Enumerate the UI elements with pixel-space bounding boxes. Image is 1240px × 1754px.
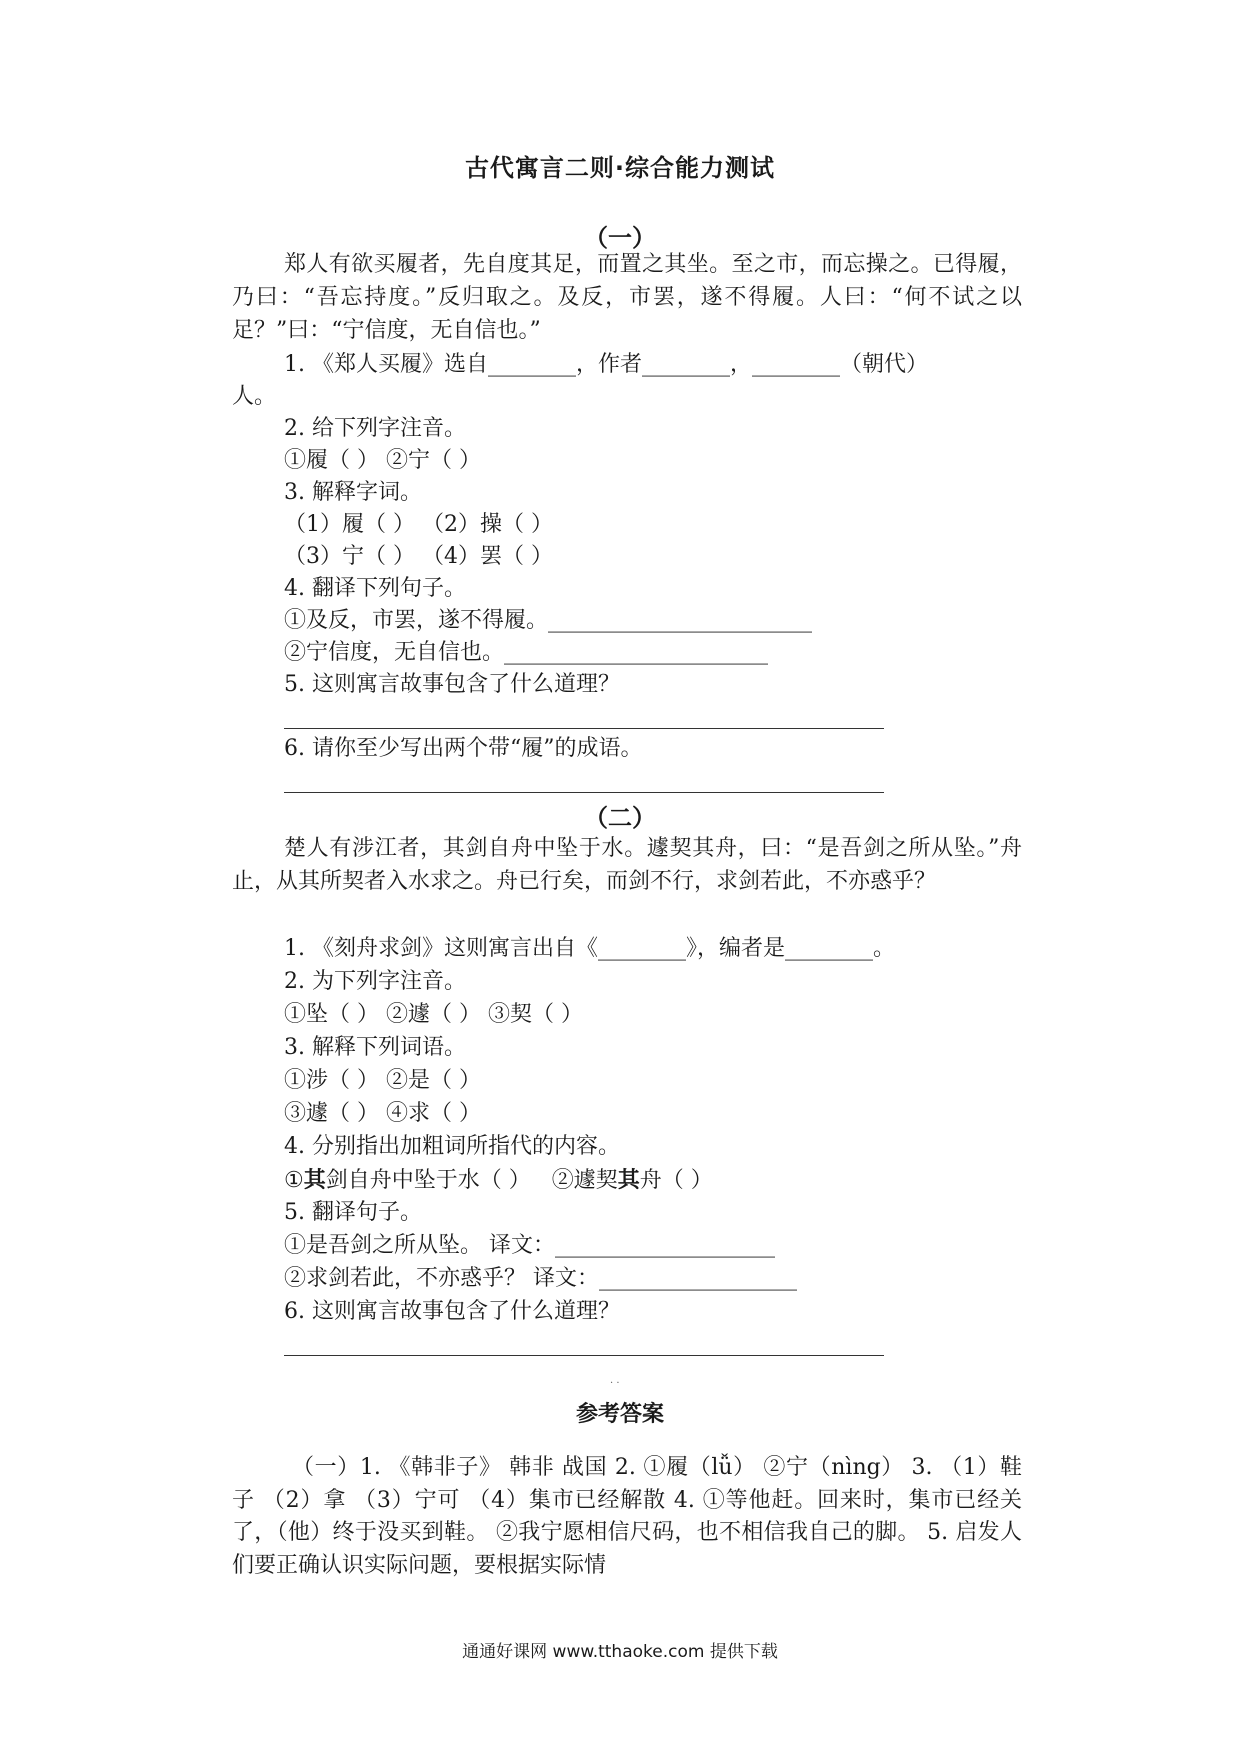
question-1-4-a: ①及反，市罢，遂不得履。________________________	[284, 608, 813, 633]
question-1-3-row1: （1）履（ ） （2）操（ ）	[284, 512, 553, 537]
question-1-6: 6. 请你至少写出两个带“履”的成语。	[284, 736, 643, 761]
question-2-4: 4. 分别指出加粗词所指代的内容。	[284, 1134, 620, 1159]
question-1-3: 3. 解释字词。	[284, 480, 422, 505]
question-1-2-items: ①履（ ） ②宁（ ）	[284, 448, 481, 473]
question-1-5: 5. 这则寓言故事包含了什么道理？	[284, 672, 620, 697]
question-2-3-row1: ①涉（ ） ②是（ ）	[284, 1068, 481, 1093]
question-2-1: 1. 《刻舟求剑》这则寓言出自《________》，编者是________。	[284, 936, 895, 961]
bold-pronoun: 其	[617, 1167, 640, 1193]
question-2-5-a: ①是吾剑之所从坠。 译文：____________________	[284, 1233, 775, 1258]
answer-line	[284, 792, 884, 793]
question-2-3-row2: ③遽（ ） ④求（ ）	[284, 1101, 481, 1126]
question-1-1: 1. 《郑人买履》选自________，作者________，________（朝代）	[284, 352, 928, 377]
answers-title: 参考答案	[575, 1402, 664, 1427]
item-marker: ①	[284, 1168, 304, 1193]
item-text: 剑自舟中坠于水（ ）	[325, 1168, 531, 1193]
section-heading-2: （二）	[584, 804, 656, 832]
question-1-3-row2: （3）宁（ ） （4）罢（ ）	[284, 544, 553, 569]
question-2-6: 6. 这则寓言故事包含了什么道理？	[284, 1299, 620, 1324]
question-1-4-b: ②宁信度，无自信也。________________________	[284, 640, 769, 665]
item-text: 舟（ ）	[639, 1168, 713, 1193]
passage-1: 郑人有欲买履者，先自度其足，而置之其坐。至之市，而忘操之。已得履，乃曰：“吾忘持度。”反归取之。及反，市罢，遂不得履。人曰：“何不试之以足？”曰：“宁信度，无自信也。”	[232, 252, 1022, 343]
page-title: 古代寓言二则·综合能力测试	[464, 154, 776, 182]
scan-speck: · ·	[610, 1378, 620, 1389]
question-1-2: 2. 给下列字注音。	[284, 416, 466, 441]
bold-pronoun: 其	[303, 1167, 326, 1193]
question-2-4-items	[284, 1165, 713, 1196]
footer-source: 通通好课网 www.tthaoke.com 提供下载	[462, 1642, 778, 1662]
question-2-3: 3. 解释下列词语。	[284, 1035, 466, 1060]
item-text: ②遽契	[551, 1168, 618, 1193]
section-heading-1: （一）	[584, 224, 656, 252]
answer-line	[284, 1355, 884, 1356]
answers-text: （一）1. 《韩非子》 韩非 战国 2. ①履（lǚ） ②宁（nìng） 3. （1）鞋子 （2）拿 （3）宁可 （4）集市已经解散 4. ①等他赶。回来时，集市已经关了，（他）终于没买到鞋。 ②我宁愿相信尺码，也不相信我自己的脚。 5. 启发人们要正确认识实际问题，要根据实际情	[232, 1455, 1022, 1578]
passage-2: 楚人有涉江者，其剑自舟中坠于水。遽契其舟，曰：“是吾剑之所从坠。”舟止，从其所契者入水求之。舟已行矣，而剑不行，求剑若此，不亦惑乎？	[232, 836, 1022, 894]
question-2-2-items: ①坠（ ） ②遽（ ） ③契（ ）	[284, 1002, 583, 1027]
question-2-5-b: ②求剑若此，不亦惑乎？ 译文：__________________	[284, 1266, 797, 1291]
question-2-2: 2. 为下列字注音。	[284, 969, 466, 994]
answer-line	[284, 728, 884, 729]
question-1-4: 4. 翻译下列句子。	[284, 576, 466, 601]
question-2-5: 5. 翻译句子。	[284, 1200, 422, 1225]
question-1-1-cont: 人。	[232, 384, 277, 409]
